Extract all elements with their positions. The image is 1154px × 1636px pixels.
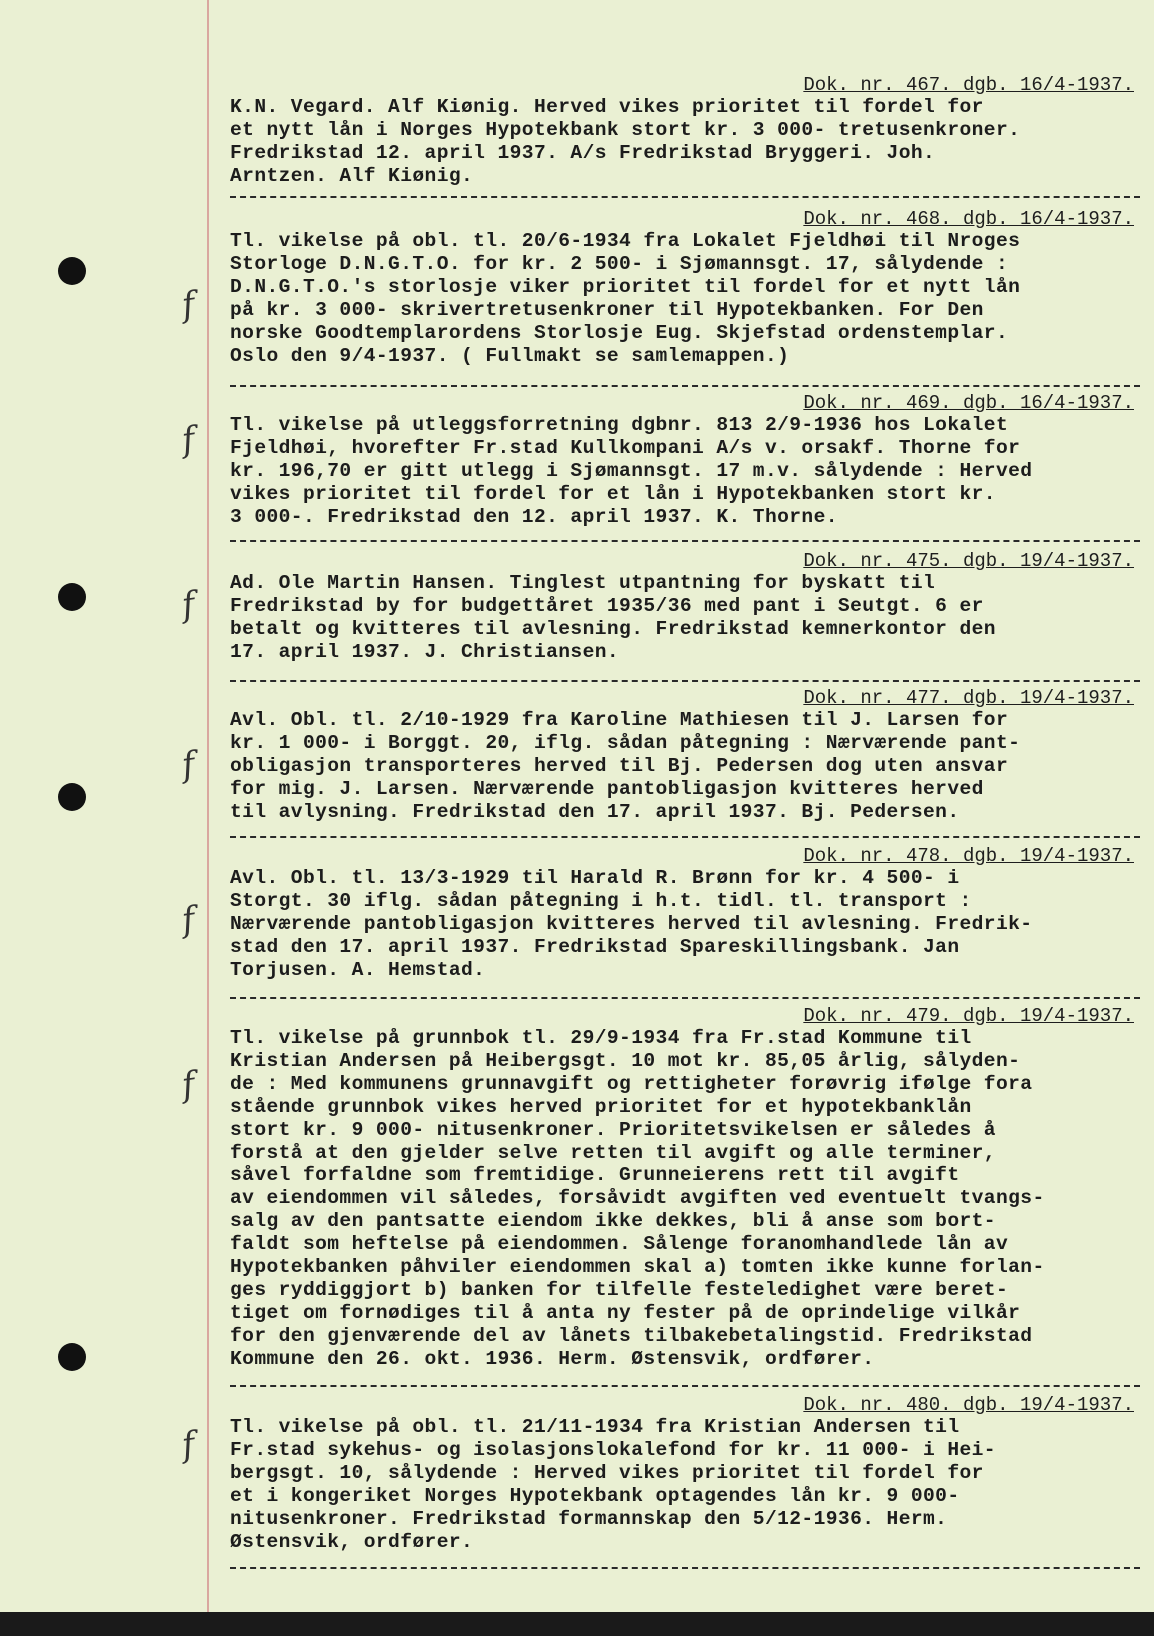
entry-line: 3 000-. Fredrikstad den 12. april 1937. K. Thorne. (230, 505, 838, 528)
entry-line: på kr. 3 000- skrivertretusenkroner til Hypotekbanken. For Den (230, 298, 984, 321)
entry-line: et i kongeriket Norges Hypotekbank optagendes lån kr. 9 000- (230, 1484, 960, 1507)
entry-line: stort kr. 9 000- nitusenkroner. Prioritetsvikelsen er således å (230, 1118, 996, 1141)
entry-body (230, 867, 1140, 982)
entry-line: Storgt. 30 iflg. sådan påtegning i h.t. tidl. tl. transport : (230, 889, 972, 912)
entry-line: Arntzen. Alf Kiønig. (230, 164, 474, 187)
entry-line: Tl. vikelse på obl. tl. 20/6-1934 fra Lokalet Fjeldhøi til Nroges (230, 230, 1021, 252)
entry-line: Fredrikstad by for budgettåret 1935/36 med pant i Seutgt. 6 er (230, 594, 984, 617)
separator-rule (230, 997, 1140, 999)
entry-body (230, 1416, 1140, 1553)
entry-body (230, 230, 1140, 367)
entry-line: salg av den pantsatte eiendom ikke dekkes, bli å anse som bort- (230, 1210, 996, 1233)
entry-header: Dok. nr. 479. dgb. 19/4-1937. (803, 1005, 1134, 1027)
entry-line: et nytt lån i Norges Hypotekbank stort kr. 3 000- tretusenkroner. (230, 118, 1021, 141)
separator-rule (230, 680, 1140, 682)
margin-initial-mark: f (179, 744, 198, 786)
entry-line: obligasjon transporteres herved til Bj. Pedersen dog uten ansvar (230, 754, 1009, 777)
entry-line: betalt og kvitteres til avlesning. Fredrikstad kemnerkontor den (230, 617, 996, 640)
entry-body (230, 414, 1140, 529)
entry-line: Kommune den 26. okt. 1936. Herm. Østensvik, ordfører. (230, 1347, 875, 1370)
entry-body (230, 96, 1140, 188)
entry-line: Fr.stad sykehus- og isolasjonslokalefond for kr. 11 000- i Hei- (230, 1438, 996, 1461)
entry-477 (230, 687, 1140, 824)
entry-line: kr. 196,70 er gitt utlegg i Sjømannsgt. 17 m.v. sålydende : Herved (230, 459, 1033, 482)
entry-478 (230, 845, 1140, 982)
entry-line: Tl. vikelse på utleggsforretning dgbnr. 813 2/9-1936 hos Lokalet (230, 414, 1009, 436)
entry-467 (230, 74, 1140, 188)
entry-line: Ad. Ole Martin Hansen. Tinglest utpantning for byskatt til (230, 572, 936, 594)
entry-469 (230, 392, 1140, 529)
entry-header: Dok. nr. 478. dgb. 19/4-1937. (803, 845, 1134, 867)
punch-hole (58, 583, 86, 611)
entry-468 (230, 208, 1140, 367)
entry-line: forstå at den gjelder selve retten til avgift og alle terminer, (230, 1141, 996, 1164)
margin-line (207, 0, 209, 1612)
margin-initial-mark: f (179, 899, 198, 941)
entry-line: Hypotekbanken påhviler eiendommen skal a) tomten ikke kunne forlan- (230, 1256, 1045, 1279)
entry-line: faldt som heftelse på eiendommen. Sålenge foranomhandlede lån av (230, 1233, 1009, 1256)
entry-475 (230, 550, 1140, 664)
entry-line: tiget om fornødiges til å anta ny fester på de oprindelige vilkår (230, 1301, 1021, 1324)
entry-line: stående grunnbok vikes herved prioritet for et hypotekbanklån (230, 1095, 972, 1118)
entry-line: nitusenkroner. Fredrikstad formannskap den 5/12-1936. Herm. (230, 1507, 948, 1530)
entry-line: Avl. Obl. tl. 13/3-1929 til Harald R. Brønn for kr. 4 500- i (230, 867, 960, 889)
entry-line: Tl. vikelse på obl. tl. 21/11-1934 fra Kristian Andersen til (230, 1416, 960, 1438)
margin-initial-mark: f (179, 419, 198, 461)
entry-line: norske Goodtemplarordens Storlosje Eug. Skjefstad ordenstemplar. (230, 321, 1009, 344)
entry-line: for den gjenværende del av lånets tilbakebetalingstid. Fredrikstad (230, 1324, 1033, 1347)
entry-line: ges ryddiggjort b) banken for tilfelle festeledighet være beret- (230, 1278, 1009, 1301)
separator-rule (230, 196, 1140, 198)
entry-line: Fredrikstad 12. april 1937. A/s Fredrikstad Bryggeri. Joh. (230, 141, 936, 164)
entry-line: Fjeldhøi, hvorefter Fr.stad Kullkompani A/s v. orsakf. Thorne for (230, 436, 1021, 459)
separator-rule (230, 1567, 1140, 1569)
entry-line: Tl. vikelse på grunnbok tl. 29/9-1934 fra Fr.stad Kommune til (230, 1027, 972, 1049)
entry-line: Østensvik, ordfører. (230, 1530, 474, 1553)
entry-line: stad den 17. april 1937. Fredrikstad Spareskillingsbank. Jan (230, 935, 960, 958)
entry-479 (230, 1005, 1140, 1371)
entry-line: de : Med kommunens grunnavgift og rettigheter forøvrig ifølge fora (230, 1072, 1033, 1095)
entry-line: Oslo den 9/4-1937. ( Fullmakt se samlemappen.) (230, 344, 790, 367)
separator-rule (230, 385, 1140, 387)
separator-rule (230, 540, 1140, 542)
entry-480 (230, 1394, 1140, 1553)
entry-header: Dok. nr. 477. dgb. 19/4-1937. (803, 687, 1134, 709)
entry-line: 17. april 1937. J. Christiansen. (230, 640, 620, 663)
entry-line: kr. 1 000- i Borggt. 20, iflg. sådan påtegning : Nærværende pant- (230, 731, 1021, 754)
entry-line: Torjusen. A. Hemstad. (230, 958, 486, 981)
entry-line: av eiendommen vil således, forsåvidt avgiften ved eventuelt tvangs- (230, 1187, 1045, 1210)
entry-line: for mig. J. Larsen. Nærværende pantobligasjon kvitteres herved (230, 777, 984, 800)
entry-body (230, 572, 1140, 664)
entry-line: Nærværende pantobligasjon kvitteres herved til avlesning. Fredrik- (230, 912, 1033, 935)
entry-body (230, 709, 1140, 824)
entry-line: vikes prioritet til fordel for et lån i Hypotekbanken stort kr. (230, 482, 996, 505)
punch-hole (58, 257, 86, 285)
punch-hole (58, 783, 86, 811)
margin-initial-mark: f (179, 584, 198, 626)
entry-line: K.N. Vegard. Alf Kiønig. Herved vikes prioritet til fordel for (230, 96, 984, 118)
margin-initial-mark: f (179, 284, 198, 326)
entry-line: til avlysning. Fredrikstad den 17. april 1937. Bj. Pedersen. (230, 800, 960, 823)
entry-line: Storloge D.N.G.T.O. for kr. 2 500- i Sjømannsgt. 17, sålydende : (230, 252, 1009, 275)
margin-initial-mark: f (179, 1424, 198, 1466)
entry-header: Dok. nr. 475. dgb. 19/4-1937. (803, 550, 1134, 572)
entry-line: såvel forfaldne som fremtidige. Grunneierens rett til avgift (230, 1164, 960, 1187)
entry-body (230, 1027, 1140, 1371)
separator-rule (230, 836, 1140, 838)
entry-line: bergsgt. 10, sålydende : Herved vikes prioritet til fordel for (230, 1461, 984, 1484)
entry-line: Kristian Andersen på Heibergsgt. 10 mot kr. 85,05 årlig, sålyden- (230, 1049, 1021, 1072)
separator-rule (230, 1385, 1140, 1387)
entry-header: Dok. nr. 480. dgb. 19/4-1937. (803, 1394, 1134, 1416)
margin-initial-mark: f (179, 1064, 198, 1106)
entry-header: Dok. nr. 468. dgb. 16/4-1937. (803, 208, 1134, 230)
punch-hole (58, 1343, 86, 1371)
entry-header: Dok. nr. 469. dgb. 16/4-1937. (803, 392, 1134, 414)
entry-line: Avl. Obl. tl. 2/10-1929 fra Karoline Mathiesen til J. Larsen for (230, 709, 1009, 731)
entry-header: Dok. nr. 467. dgb. 16/4-1937. (803, 74, 1134, 96)
entry-line: D.N.G.T.O.'s storlosje viker prioritet til fordel for et nytt lån (230, 275, 1021, 298)
